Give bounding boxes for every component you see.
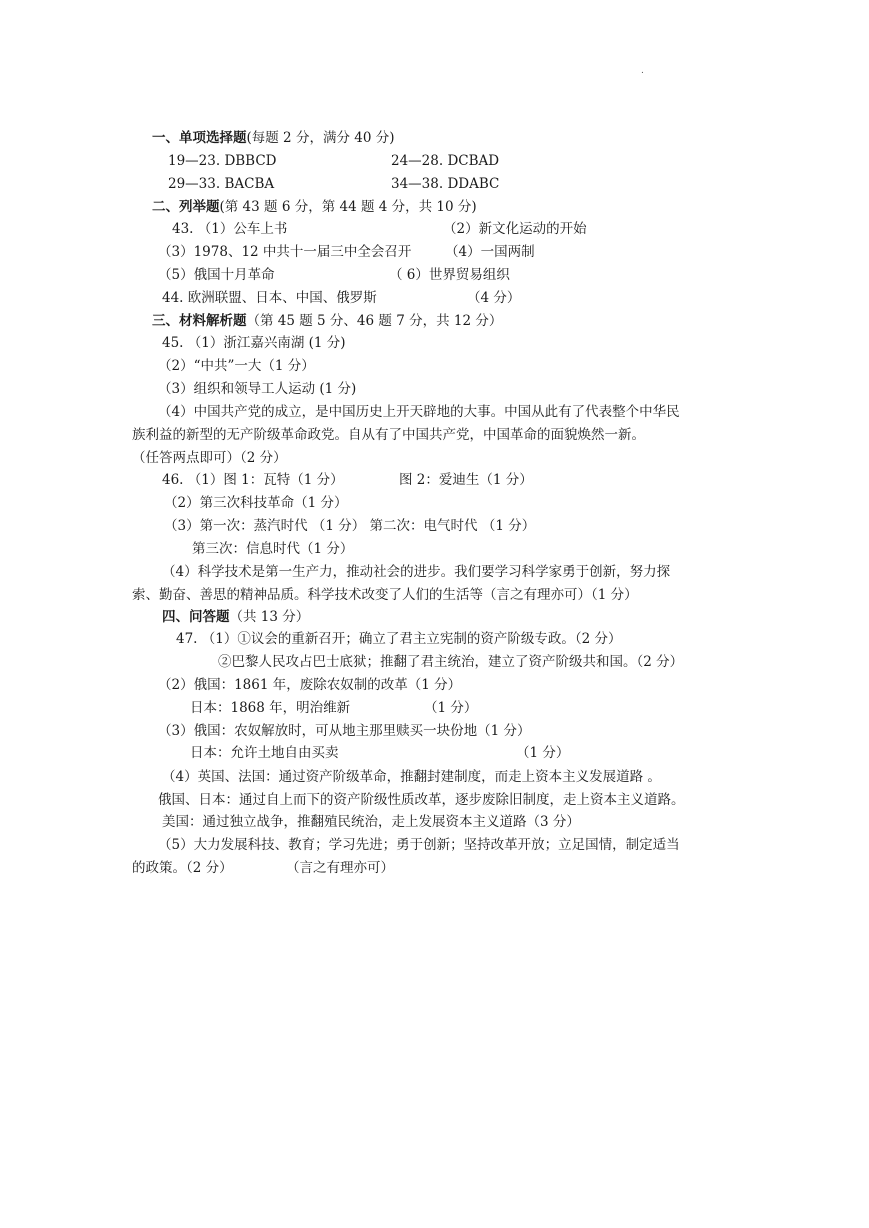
q43-part-5: （5）俄国十月革命 — [158, 267, 275, 283]
section-2-heading — [152, 197, 477, 217]
q43-part-2: （2）新文化运动的开始 — [443, 221, 587, 237]
q45-part-2: （2）“中共”一大（1 分） — [158, 358, 315, 374]
q43-part-3: （3）1978、12 中共十一届三中全会召开 — [158, 244, 412, 260]
q46-part-1-a: 46. （1）图 1：瓦特（1 分） — [162, 472, 344, 488]
section-2-title: 二、列举题 — [152, 199, 220, 215]
section-4-heading — [162, 607, 309, 627]
q47-part-1-line-2: ②巴黎人民攻占巴士底狱；推翻了君主统治，建立了资产阶级共和国。（2 分） — [218, 654, 684, 670]
q46-part-1-b: 图 2：爱迪生（1 分） — [399, 472, 533, 488]
q47-part-3-line-1: （3）俄国：农奴解放时，可从地主那里赎买一块份地（1 分） — [158, 723, 531, 739]
q47-part-5-note: （言之有理亦可） — [286, 860, 394, 876]
q47-part-5-line-2: 的政策。（2 分） — [132, 860, 233, 876]
q47-part-2-line-2: 日本：1868 年，明治维新 — [190, 700, 351, 716]
q47-part-5-line-1: （5）大力发展科技、教育；学习先进；勇于创新；坚持改革开放；立足国情，制定适当 — [158, 837, 680, 853]
q45-part-3: （3）组织和领导工人运动 (1 分) — [158, 381, 357, 397]
q46-part-3-line-2: 第三次：信息时代（1 分） — [192, 541, 354, 557]
section-3-title: 三、材料解析题 — [152, 313, 247, 329]
section-4-note: （共 13 分） — [229, 609, 310, 625]
q46-part-3-line-1: （3）第一次：蒸汽时代 （1 分） 第二次：电气时代 （1 分） — [164, 518, 536, 534]
answer-29-33: 29—33. BACBA — [168, 176, 275, 192]
q45-part-4-line-3: （任答两点即可）（2 分） — [132, 450, 287, 466]
q47-part-4-line-2: 俄国、日本：通过自上而下的资产阶级性质改革，逐步废除旧制度，走上资本主义道路。 — [158, 792, 685, 808]
answer-24-28: 24—28. DCBAD — [391, 153, 500, 169]
section-2-note: (第 43 题 6 分，第 44 题 4 分，共 10 分) — [219, 199, 477, 215]
q46-part-2: （2）第三次科技革命（1 分） — [164, 495, 348, 511]
q47-part-3-line-2: 日本：允许土地自由买卖 — [190, 745, 339, 761]
section-4-title: 四、问答题 — [162, 609, 230, 625]
q46-part-4-line-2: 索、勤奋、善思的精神品质。科学技术改变了人们的生活等（言之有理亦可）（1 分） — [132, 587, 638, 603]
section-1-heading — [152, 128, 394, 148]
section-1-title: 一、单项选择题 — [152, 130, 247, 146]
section-3-note: （第 45 题 5 分、46 题 7 分，共 12 分） — [246, 313, 503, 329]
q45-part-4-line-1: （4）中国共产党的成立，是中国历史上开天辟地的大事。中国从此有了代表整个中华民 — [158, 404, 680, 420]
section-1-note: (每题 2 分，满分 40 分) — [246, 130, 395, 146]
section-3-heading — [152, 311, 502, 331]
answer-19-23: 19—23. DBBCD — [168, 153, 277, 169]
q46-part-4-line-1: （4）科学技术是第一生产力，推动社会的进步。我们要学习科学家勇于创新，努力探 — [162, 564, 671, 580]
q47-part-1-line-1: 47. （1）①议会的重新召开；确立了君主立宪制的资产阶级专政。（2 分） — [176, 631, 622, 647]
q45-part-1: 45. （1）浙江嘉兴南湖 (1 分) — [162, 335, 346, 351]
q47-part-4-line-3: 美国：通过独立战争，推翻殖民统治，走上发展资本主义道路（3 分） — [162, 814, 580, 830]
q43-part-4: （4）一国两制 — [445, 244, 535, 260]
q45-part-4-line-2: 族利益的新型的无产阶级革命政党。自从有了中国共产党，中国革命的面貌焕然一新。 — [132, 427, 645, 443]
q47-part-4-line-1: （4）英国、法国：通过资产阶级革命，推翻封建制度，而走上资本主义发展道路 。 — [162, 769, 661, 785]
q44-answer: 44. 欧洲联盟、日本、中国、俄罗斯 — [162, 290, 377, 306]
q44-score: （4 分） — [467, 290, 521, 306]
top-mark: . — [641, 66, 644, 76]
q43-part-1: 43. （1）公车上书 — [172, 221, 288, 237]
q47-part-3-score: （1 分） — [516, 745, 570, 761]
q47-part-2-score: （1 分） — [424, 700, 478, 716]
answer-34-38: 34—38. DDABC — [391, 176, 500, 192]
q43-part-6: （ 6）世界贸易组织 — [389, 267, 510, 283]
q47-part-2-line-1: （2）俄国：1861 年，废除农奴制的改革（1 分） — [158, 677, 462, 693]
